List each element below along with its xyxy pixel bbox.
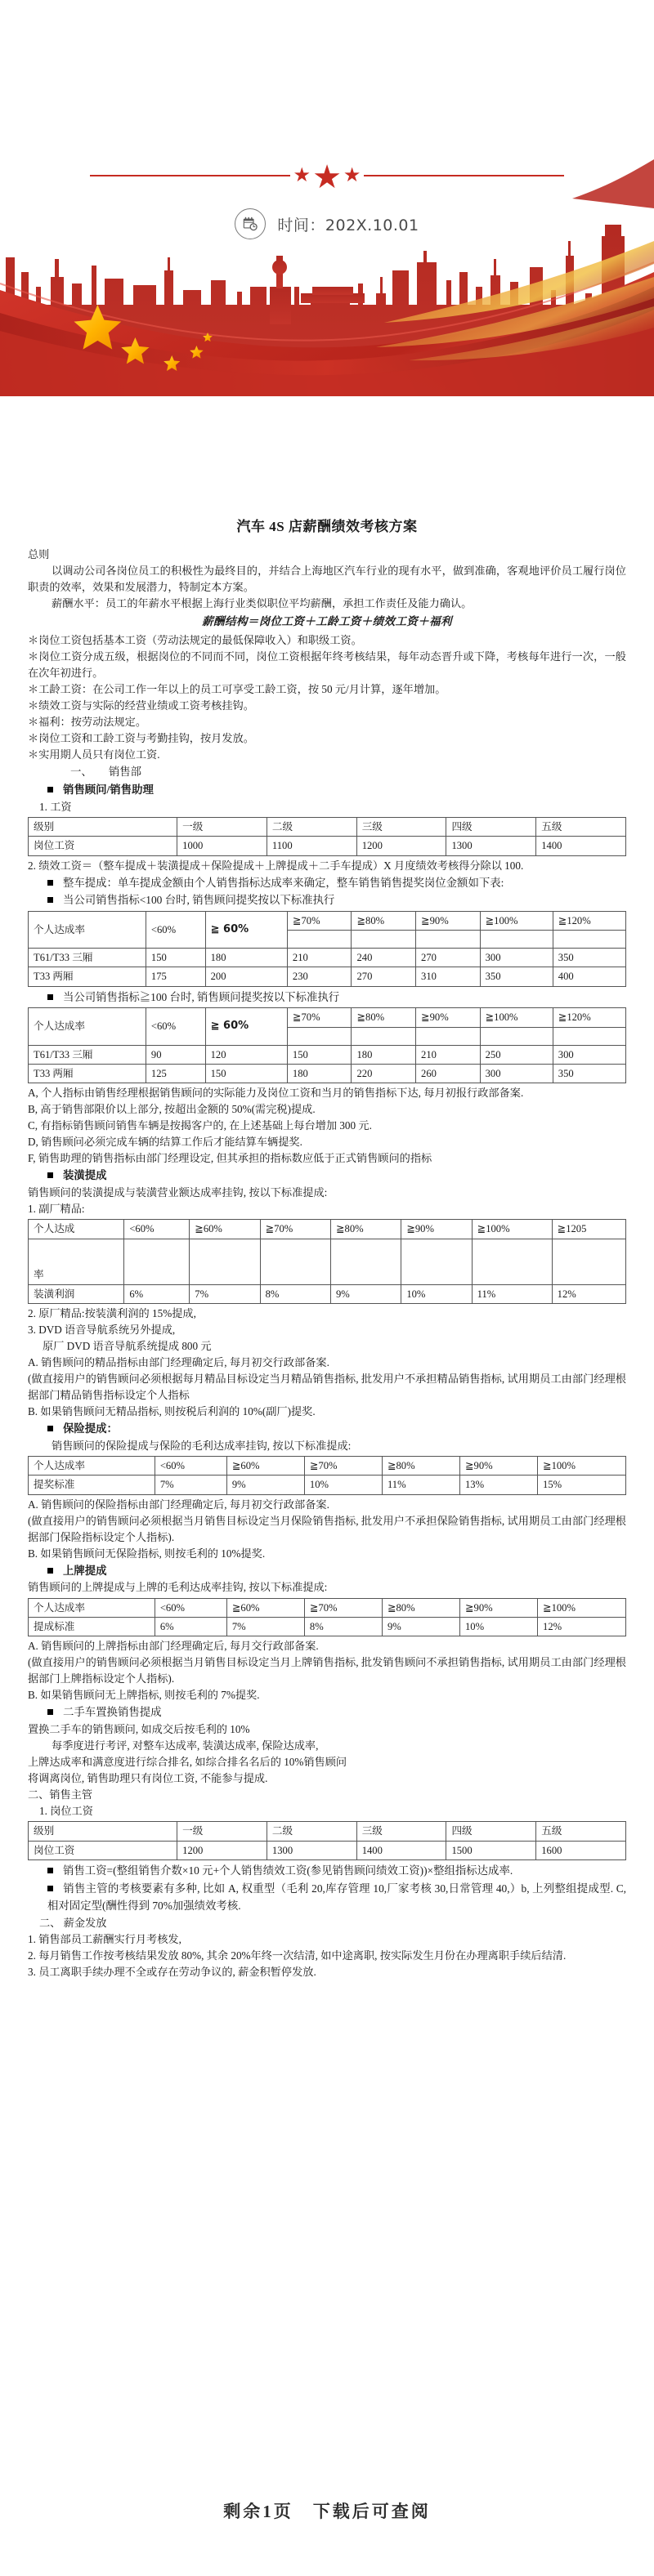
table-row bbox=[29, 1598, 626, 1617]
table-cell: 150 bbox=[146, 949, 205, 967]
table-row bbox=[29, 1822, 626, 1841]
bullet-square-icon bbox=[47, 1568, 53, 1574]
table-cell: 9% bbox=[226, 1476, 304, 1494]
divider-line-right bbox=[364, 175, 564, 176]
policy-note: ＊绩效工资与实际的经营业绩或工资考核挂钩。 bbox=[28, 699, 254, 712]
document-body bbox=[0, 515, 654, 1980]
table-header-cell: 五级 bbox=[536, 1822, 626, 1841]
table-cell: 1000 bbox=[177, 837, 267, 855]
table-row bbox=[29, 967, 626, 986]
section-1-heading: 一、 销售部 bbox=[70, 766, 142, 779]
table-header-cell: ≧60% bbox=[190, 1220, 260, 1239]
table-row bbox=[29, 1239, 626, 1284]
salary-formula: 薪酬结构＝岗位工资＋工龄工资＋绩效工资＋福利 bbox=[202, 615, 452, 628]
table-cell: 7% bbox=[226, 1617, 304, 1636]
table-cell: 1400 bbox=[536, 837, 626, 855]
table-cell: 1300 bbox=[267, 1841, 356, 1859]
table-cell: 10% bbox=[304, 1476, 382, 1494]
table-header-cell: <60% bbox=[146, 1008, 205, 1045]
table-header-cell: ≧60% bbox=[226, 1457, 304, 1476]
table-header-cell: ≧70% bbox=[287, 1008, 352, 1027]
table-cell: 310 bbox=[416, 967, 481, 986]
table-cell: 8% bbox=[304, 1617, 382, 1636]
table-row bbox=[29, 1617, 626, 1636]
used-car-line: 每季度进行考评, 对整车达成率, 装潢达成率, 保险达成率, bbox=[52, 1739, 319, 1752]
table-cell: 6% bbox=[124, 1284, 190, 1303]
bullet-square-icon bbox=[47, 994, 53, 1000]
table-cell-empty bbox=[260, 1239, 330, 1284]
table-header-cell: ≧120% bbox=[553, 1008, 625, 1027]
table-cell-empty bbox=[553, 931, 625, 949]
lt100-note: 当公司销售指标<100 台时, 销售顾问提奖按以下标准执行 bbox=[63, 894, 335, 907]
table-header-cell: ≧ 60% bbox=[205, 1008, 287, 1045]
table-header-cell: 三级 bbox=[356, 1822, 446, 1841]
table-cell: 300 bbox=[553, 1045, 625, 1064]
table-row bbox=[29, 1008, 626, 1027]
hero-banner-graphic bbox=[0, 208, 654, 396]
table-cell: 1300 bbox=[446, 837, 536, 855]
table-header-cell: ≧90% bbox=[416, 1008, 481, 1027]
table-row bbox=[29, 1457, 626, 1476]
table-cell: 400 bbox=[553, 967, 625, 986]
star-icon: ★ bbox=[293, 165, 311, 186]
table-header-cell: <60% bbox=[155, 1598, 226, 1617]
table-cell: T61/T33 三厢 bbox=[29, 949, 146, 967]
table-cell: 11% bbox=[382, 1476, 459, 1494]
plate-commission-table bbox=[28, 1598, 626, 1637]
star-icon: ★ bbox=[312, 158, 342, 195]
table-cell: 6% bbox=[155, 1617, 226, 1636]
table-cell-empty bbox=[352, 931, 416, 949]
vehicle-note: D, 销售顾问必须完成车辆的结算工作后才能结算车辆提奖. bbox=[28, 1136, 302, 1149]
bullet-square-icon bbox=[47, 1886, 53, 1891]
section-general-heading: 总则 bbox=[28, 548, 50, 560]
table-cell: 1400 bbox=[356, 1841, 446, 1859]
table-cell: 1600 bbox=[536, 1841, 626, 1859]
table-cell: 175 bbox=[146, 967, 205, 986]
table-cell: 提奖标准 bbox=[29, 1476, 155, 1494]
table-cell: 300 bbox=[480, 949, 553, 967]
table-cell: 270 bbox=[352, 967, 416, 986]
plate-note-a: A. 销售顾问的上牌指标由部门经理确定后, 每月交行政部备案. bbox=[28, 1640, 319, 1653]
table-cell: 120 bbox=[205, 1045, 287, 1064]
table-header-cell: 一级 bbox=[177, 818, 267, 837]
policy-note: ＊实用期人员只有岗位工资. bbox=[28, 748, 160, 761]
table-row bbox=[29, 1220, 626, 1239]
vehicle-commission-note: 整车提成：单车提成金额由个人销售指标达成率来确定，整车销售销售提奖岗位金额如下表: bbox=[63, 876, 504, 889]
table-header-cell: ≧120% bbox=[553, 911, 625, 930]
divider-line-left bbox=[90, 175, 290, 176]
insurance-intro: 销售顾问的保险提成与保险的毛利达成率挂钩, 按以下标准提成: bbox=[52, 1439, 352, 1452]
bullet-square-icon bbox=[47, 1426, 53, 1431]
vehicle-note: C, 有指标销售顾问销售车辆是按揭客户的, 在上述基础上每台增加 300 元. bbox=[28, 1119, 372, 1132]
decor-sub-2: 2. 原厂精品:按装潢利润的 15%提成, bbox=[28, 1306, 196, 1319]
decor-sub-1: 1. 副厂精品: bbox=[28, 1203, 85, 1216]
table-cell: 装潢利润 bbox=[29, 1284, 124, 1303]
table-header-cell: ≧100% bbox=[538, 1598, 626, 1617]
table-row bbox=[29, 1284, 626, 1303]
table-header-cell: ≧100% bbox=[472, 1220, 552, 1239]
plate-note-b: B. 如果销售顾问无上牌指标, 则按毛利的 7%提奖. bbox=[28, 1689, 260, 1702]
table-cell: 300 bbox=[480, 1064, 553, 1083]
table-header-cell: ≧80% bbox=[382, 1598, 459, 1617]
section-2-heading: 二、销售主管 bbox=[28, 1788, 93, 1801]
table-header-cell: <60% bbox=[124, 1220, 190, 1239]
table-cell: 12% bbox=[552, 1284, 625, 1303]
commission-table-under-100 bbox=[28, 911, 626, 987]
page-title: 汽车 4S 店薪酬绩效考核方案 bbox=[236, 519, 418, 534]
table-cell: 200 bbox=[205, 967, 287, 986]
table-cell: 13% bbox=[459, 1476, 537, 1494]
table-cell: 1200 bbox=[356, 837, 446, 855]
table-cell: 260 bbox=[416, 1064, 481, 1083]
table-cell: 150 bbox=[287, 1045, 352, 1064]
table-cell: 90 bbox=[146, 1045, 205, 1064]
insurance-commission-table bbox=[28, 1456, 626, 1495]
table-row bbox=[29, 1045, 626, 1064]
table-header-cell: ≧90% bbox=[416, 911, 481, 930]
table-header-cell: ≧100% bbox=[538, 1457, 626, 1476]
table-cell: T33 两厢 bbox=[29, 1064, 146, 1083]
table-cell-empty bbox=[416, 1027, 481, 1045]
decor-sub-3-line2: 原厂 DVD 语音导航系统提成 800 元 bbox=[43, 1339, 212, 1352]
salary-grade-table bbox=[28, 817, 626, 856]
table-header-cell: ≧80% bbox=[352, 1008, 416, 1027]
bullet-square-icon bbox=[47, 787, 53, 792]
table-header-cell: 二级 bbox=[267, 818, 356, 837]
supervisor-note: 销售主管的考核要素有多种, 比如 A, 权重型（毛利 20,库存管理 10,厂家考核 30,日常管理 40,）b, 上列整组提成型. C, 相对固定型(酬性得到 70%加强绩效考核. bbox=[47, 1882, 626, 1913]
table-cell: 350 bbox=[553, 1064, 625, 1083]
pay-line: 2. 每月销售工作按考核结果发放 80%, 其余 20%年终一次结清, 如中途离职, 按实际发生月份在办理离职手续后结清. bbox=[28, 1949, 567, 1962]
intro-paragraph-2: 薪酬水平：员工的年薪水平根据上海行业类似职位平均薪酬，承担工作责任及能力确认。 bbox=[52, 597, 473, 610]
table-cell: 180 bbox=[287, 1064, 352, 1083]
table-cell-empty bbox=[480, 1027, 553, 1045]
table-cell: T61/T33 三厢 bbox=[29, 1045, 146, 1064]
table-row bbox=[29, 837, 626, 855]
decor-sub-3: 3. DVD 语音导航系统另外提成, bbox=[28, 1323, 176, 1336]
table-header-cell: ≧80% bbox=[330, 1220, 401, 1239]
table-header-cell: 个人达成率 bbox=[29, 911, 146, 948]
bullet-square-icon bbox=[47, 1868, 53, 1873]
decor-intro: 销售顾问的装潢提成与装潢营业额达成率挂钩, 按以下标准提成: bbox=[28, 1186, 328, 1199]
decor-note-a: A. 销售顾问的精品指标由部门经理确定后, 每月初交行政部备案. bbox=[28, 1356, 329, 1368]
bullet-square-icon bbox=[47, 880, 53, 886]
table-cell: 180 bbox=[352, 1045, 416, 1064]
table-cell-empty bbox=[287, 1027, 352, 1045]
used-car-line: 置换二手车的销售顾问, 如成交后按毛利的 10% bbox=[28, 1722, 250, 1735]
item-1-2-heading: 2. 绩效工资＝（整车提成＋装潢提成＋保险提成＋上牌提成＋二手车提成）X 月度绩效考核得分除以 100. bbox=[28, 859, 524, 872]
bullet-square-icon bbox=[47, 1709, 53, 1715]
table-cell-empty bbox=[124, 1239, 190, 1284]
table-row bbox=[29, 911, 626, 930]
used-car-line: 将调离岗位, 销售助理只有岗位工资, 不能参与提成. bbox=[28, 1772, 268, 1785]
table-cell: 12% bbox=[538, 1617, 626, 1636]
decor-commission-heading: 装潢提成 bbox=[63, 1169, 107, 1182]
star-icon: ★ bbox=[343, 165, 361, 186]
table-cell-empty bbox=[480, 931, 553, 949]
table-header-cell: 四级 bbox=[446, 818, 536, 837]
table-cell: 125 bbox=[146, 1064, 205, 1083]
table-header-cell: ≧60% bbox=[226, 1598, 304, 1617]
insurance-note-b: B. 如果销售顾问无保险指标, 则按毛利的 10%提奖. bbox=[28, 1547, 266, 1560]
table-header-cell: 个人达成率 bbox=[29, 1457, 155, 1476]
table-cell-empty bbox=[352, 1027, 416, 1045]
table-cell: 270 bbox=[416, 949, 481, 967]
table-header-cell: 个人达成率 bbox=[29, 1598, 155, 1617]
table-header-cell: ≧80% bbox=[382, 1457, 459, 1476]
table-header-cell: ≧90% bbox=[401, 1220, 472, 1239]
table-cell: 230 bbox=[287, 967, 352, 986]
table-cell-empty bbox=[401, 1239, 472, 1284]
table-cell: 250 bbox=[480, 1045, 553, 1064]
table-row bbox=[29, 818, 626, 837]
table-cell-empty bbox=[472, 1239, 552, 1284]
page-footer bbox=[0, 2445, 654, 2576]
table-header-cell: 二级 bbox=[267, 1822, 356, 1841]
intro-paragraph-1: 以调动公司各岗位员工的积极性为最终目的，并结合上海地区汽车行业的现有水平，做到准确，客观地评价员工履行岗位职责的效率，效果和发展潜力，特制定本方案。 bbox=[28, 565, 626, 594]
table-cell: 10% bbox=[459, 1617, 537, 1636]
star-group bbox=[293, 158, 361, 195]
table-row bbox=[29, 949, 626, 967]
remaining-pages-notice[interactable]: 剩余1页 下载后可查阅 bbox=[223, 2502, 431, 2521]
table-cell: 240 bbox=[352, 949, 416, 967]
table-cell-empty bbox=[330, 1239, 401, 1284]
table-cell: 220 bbox=[352, 1064, 416, 1083]
table-header-cell: ≧100% bbox=[480, 1008, 553, 1027]
commission-table-over-100 bbox=[28, 1007, 626, 1083]
table-row bbox=[29, 1841, 626, 1859]
table-cell: 11% bbox=[472, 1284, 552, 1303]
table-cell: 7% bbox=[190, 1284, 260, 1303]
supervisor-note: 销售工资=(整组销售介数×10 元+个人销售绩效工资(参见销售顾问绩效工资))×整组指标达成率. bbox=[63, 1864, 513, 1877]
table-header-cell: ≧90% bbox=[459, 1457, 537, 1476]
page-header bbox=[0, 0, 654, 270]
table-header-cell: 一级 bbox=[177, 1822, 267, 1841]
table-header-cell: ≧90% bbox=[459, 1598, 537, 1617]
decoration-commission-table bbox=[28, 1219, 626, 1304]
table-cell: 1100 bbox=[267, 837, 356, 855]
table-header-cell: ≧1205 bbox=[552, 1220, 625, 1239]
table-header-cell: 级别 bbox=[29, 1822, 177, 1841]
table-header-cell: 五级 bbox=[536, 818, 626, 837]
table-cell: 1500 bbox=[446, 1841, 536, 1859]
vehicle-note: B, 高于销售部限价以上部分, 按超出金额的 50%(需完税)提成. bbox=[28, 1103, 316, 1116]
table-cell: 9% bbox=[330, 1284, 401, 1303]
table-cell: 7% bbox=[155, 1476, 226, 1494]
table-header-cell: 级别 bbox=[29, 818, 177, 837]
table-cell: T33 两厢 bbox=[29, 967, 146, 986]
table-cell: 8% bbox=[260, 1284, 330, 1303]
policy-note: ＊岗位工资和工龄工资与考勤挂钩，按月发放。 bbox=[28, 732, 254, 745]
table-cell-empty bbox=[287, 931, 352, 949]
pay-line: 1. 销售部员工薪酬实行月考核发, bbox=[28, 1933, 181, 1946]
table-cell: 岗位工资 bbox=[29, 837, 177, 855]
table-cell: 150 bbox=[205, 1064, 287, 1083]
policy-note: ＊岗位工资包括基本工资（劳动法规定的最低保障收入）和职级工资。 bbox=[28, 633, 362, 646]
table-cell: 350 bbox=[553, 949, 625, 967]
item-2-2-heading: 二、 薪金发放 bbox=[39, 1916, 107, 1929]
vehicle-note: A, 个人指标由销售经理根据销售顾问的实际能力及岗位工资和当月的销售指标下达, 每月初报行政部备案. bbox=[28, 1087, 524, 1100]
corner-accent bbox=[556, 159, 654, 208]
ge100-note: 当公司销售指标≧100 台时, 销售顾问提奖按以下标准执行 bbox=[63, 990, 340, 1003]
pay-line: 3. 员工离职手续办理不全或存在劳动争议的, 薪金积暂停发放. bbox=[28, 1966, 316, 1979]
decor-note-b: B. 如果销售顾问无精品指标, 则按税后利润的 10%(副厂)提奖. bbox=[28, 1405, 316, 1418]
vehicle-note: F, 销售助理的销售指标由部门经理设定, 但其承担的指标数应低于正式销售顾问的指标 bbox=[28, 1152, 432, 1165]
table-header-cell: ≧70% bbox=[304, 1598, 382, 1617]
item-1-1-heading: 1. 工资 bbox=[39, 800, 72, 813]
table-cell: 210 bbox=[416, 1045, 481, 1064]
bullet-square-icon bbox=[47, 1172, 53, 1178]
table-cell-empty bbox=[416, 931, 481, 949]
plate-intro: 销售顾问的上牌提成与上牌的毛利达成率挂钩, 按以下标准提成: bbox=[28, 1581, 328, 1594]
table-cell: 10% bbox=[401, 1284, 472, 1303]
plate-commission-heading: 上牌提成 bbox=[63, 1564, 107, 1577]
policy-note: ＊福利：按劳动法规定。 bbox=[28, 716, 147, 729]
used-car-line: 上牌达成率和满意度进行综合排名, 如综合排名名后的 10%销售顾问 bbox=[28, 1756, 347, 1769]
table-cell: 9% bbox=[382, 1617, 459, 1636]
table-cell: 15% bbox=[538, 1476, 626, 1494]
table-header-cell: 个人达成 bbox=[29, 1220, 124, 1239]
table-header-cell: 三级 bbox=[356, 818, 446, 837]
table-cell: 180 bbox=[205, 949, 287, 967]
policy-note: ＊岗位工资分成五级，根据岗位的不同而不同，岗位工资根据年终考核结果，每年动态晋升或下降，考核每年进行一次，一般在次年初进行。 bbox=[28, 650, 626, 680]
table-row bbox=[29, 1476, 626, 1494]
table-cell: 岗位工资 bbox=[29, 1841, 177, 1859]
table-header-cell: ≧70% bbox=[304, 1457, 382, 1476]
table-cell-empty bbox=[552, 1239, 625, 1284]
table-header-cell: <60% bbox=[146, 911, 205, 948]
table-cell: 1200 bbox=[177, 1841, 267, 1859]
decor-note-a2: (做直接用户的销售顾问必须根据每月精品目标设定当月精品销售指标, 批发用户不承担精品销售指标, 试用期员工由部门经理根据部门精品销售指标设定个人指标 bbox=[28, 1373, 626, 1402]
table-row bbox=[29, 1064, 626, 1083]
used-car-heading: 二手车置换销售提成 bbox=[63, 1706, 162, 1719]
table-cell: 提成标准 bbox=[29, 1617, 155, 1636]
bullet-square-icon bbox=[47, 897, 53, 903]
table-header-cell: ≧80% bbox=[352, 911, 416, 930]
table-cell-empty bbox=[553, 1027, 625, 1045]
insurance-note-a2: (做直接用户的销售顾问必须根据当月销售目标设定当月保险销售指标, 批发用户不承担保险销售指标, 试用期员工由部门经理根据部门保险指标设定个人指标). bbox=[28, 1514, 626, 1543]
item-2-1-heading: 1. 岗位工资 bbox=[39, 1805, 93, 1818]
table-header-cell: ≧70% bbox=[260, 1220, 330, 1239]
role-heading: 销售顾问/销售助理 bbox=[63, 783, 154, 796]
supervisor-salary-table bbox=[28, 1821, 626, 1860]
table-cell-empty bbox=[190, 1239, 260, 1284]
insurance-commission-heading: 保险提成： bbox=[63, 1422, 118, 1435]
table-header-cell: 个人达成率 bbox=[29, 1008, 146, 1045]
date-text: 时间：202X.10.01 bbox=[277, 216, 419, 234]
table-header-cell: <60% bbox=[155, 1457, 226, 1476]
table-cell: 350 bbox=[480, 967, 553, 986]
table-header-cell: ≧70% bbox=[287, 911, 352, 930]
table-cell: 210 bbox=[287, 949, 352, 967]
insurance-note-a: A. 销售顾问的保险指标由部门经理确定后, 每月初交行政部备案. bbox=[28, 1498, 329, 1511]
table-header-cell: 四级 bbox=[446, 1822, 536, 1841]
plate-note-a2: (做直接用户的销售顾问必须根据当月销售目标设定当月上牌销售指标, 批发销售顾问不承担销售指标, 试用期员工由部门经理根据部门上牌指标设定个人指标). bbox=[28, 1656, 626, 1685]
policy-note: ＊工龄工资：在公司工作一年以上的员工可享受工龄工资，按 50 元/月计算，逐年增加。 bbox=[28, 683, 446, 696]
table-header-cell: ≧ 60% bbox=[205, 911, 287, 948]
table-cell: 率 bbox=[29, 1239, 124, 1284]
table-header-cell: ≧100% bbox=[480, 911, 553, 930]
